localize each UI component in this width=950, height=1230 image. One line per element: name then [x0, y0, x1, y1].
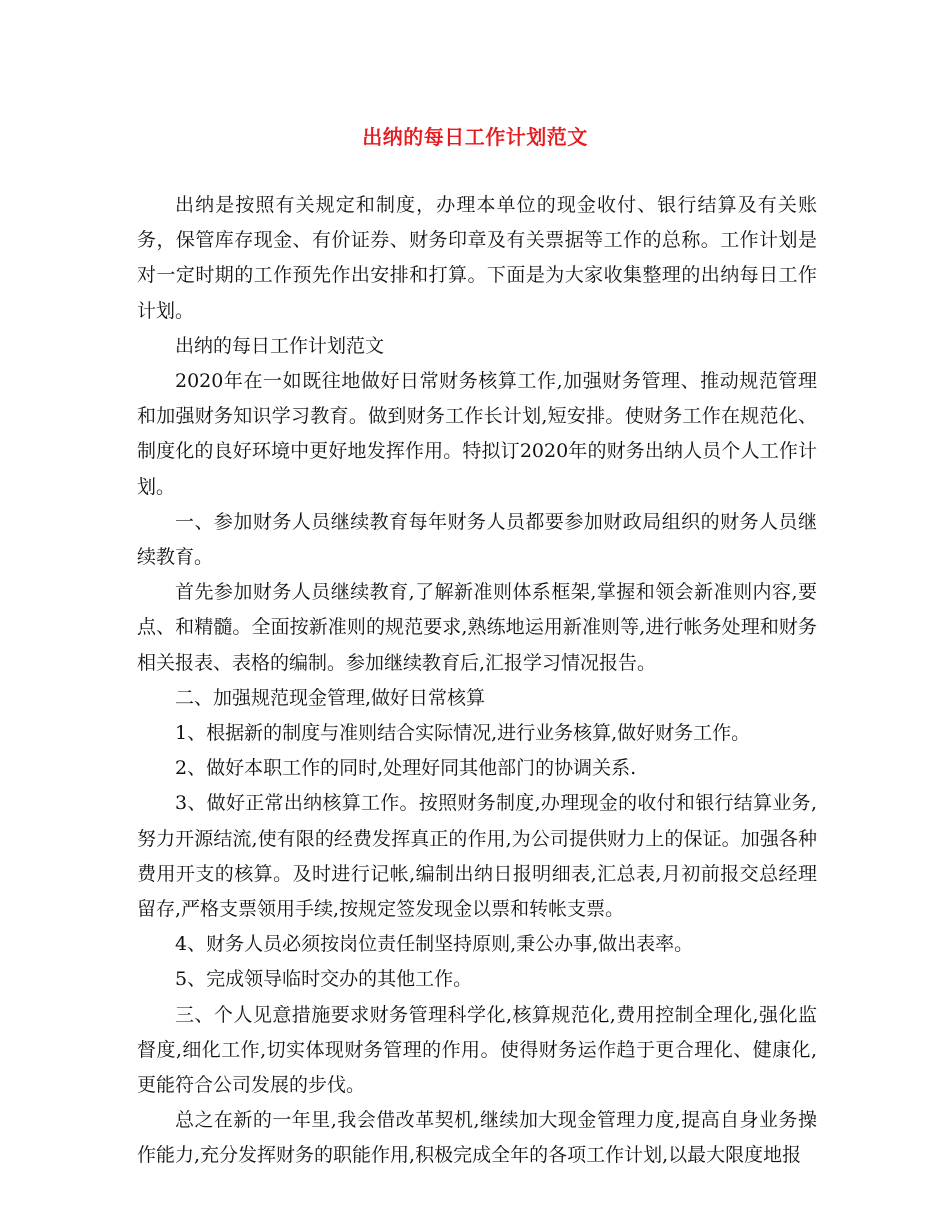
- paragraph-intro: 出纳是按照有关规定和制度，办理本单位的现金收付、银行结算及有关账务，保管库存现金、有价证券、财务印章及有关票据等工作的总称。工作计划是对一定时期的工作预先作出安排和打算。下面是为大家收集整理的出纳每日工作计划。: [137, 194, 817, 322]
- paragraph-item-3: 3、做好正常出纳核算工作。按照财务制度,办理现金的收付和银行结算业务,努力开源结流,使有限的经费发挥真正的作用,为公司提供财力上的保证。加强各种费用开支的核算。及时进行记帐,编制出纳日报明细表,汇总表,月初前报交总经理留存,严格支票领用手续,按规定签发现金以票和转帐支票。: [137, 792, 817, 921]
- paragraph-section-1-detail: 首先参加财务人员继续教育,了解新准则体系框架,掌握和领会新准则内容,要点、和精髓。全面按新准则的规范要求,熟练地运用新准则等,进行帐务处理和财务相关报表、表格的编制。参加继续教育后,汇报学习情况报告。: [137, 581, 817, 674]
- document-title: 出纳的每日工作计划范文: [362, 125, 588, 149]
- paragraph-conclusion: 总之在新的一年里,我会借改革契机,继续加大现金管理力度,提高自身业务操作能力,充分发挥财务的职能作用,积极完成全年的各项工作计划,以最大限度地报: [137, 1109, 817, 1167]
- paragraph-section-1: 一、参加财务人员继续教育每年财务人员都要参加财政局组织的财务人员继续教育。: [137, 510, 817, 569]
- paragraph-subtitle: 出纳的每日工作计划范文: [175, 334, 385, 357]
- paragraph-overview: 2020年在一如既往地做好日常财务核算工作,加强财务管理、推动规范管理和加强财务知识学习教育。做到财务工作长计划,短安排。使财务工作在规范化、制度化的良好环境中更好地发挥作用。特拟订2020年的财务出纳人员个人工作计划。: [137, 370, 817, 498]
- paragraph-item-1: 1、根据新的制度与准则结合实际情况,进行业务核算,做好财务工作。: [175, 722, 751, 745]
- paragraph-item-5: 5、完成领导临时交办的其他工作。: [175, 968, 473, 991]
- paragraph-section-2: 二、加强规范现金管理,做好日常核算: [175, 686, 486, 709]
- document-body: [137, 188, 817, 1174]
- paragraph-section-3: 三、个人见意措施要求财务管理科学化,核算规范化,费用控制全理化,强化监督度,细化工作,切实体现财务管理的作用。使得财务运作趋于更合理化、健康化,更能符合公司发展的步伐。: [137, 1003, 817, 1097]
- paragraph-item-4: 4、财务人员必须按岗位责任制坚持原则,秉公办事,做出表率。: [175, 933, 694, 956]
- paragraph-item-2: 2、做好本职工作的同时,处理好同其他部门的协调关系.: [175, 757, 637, 780]
